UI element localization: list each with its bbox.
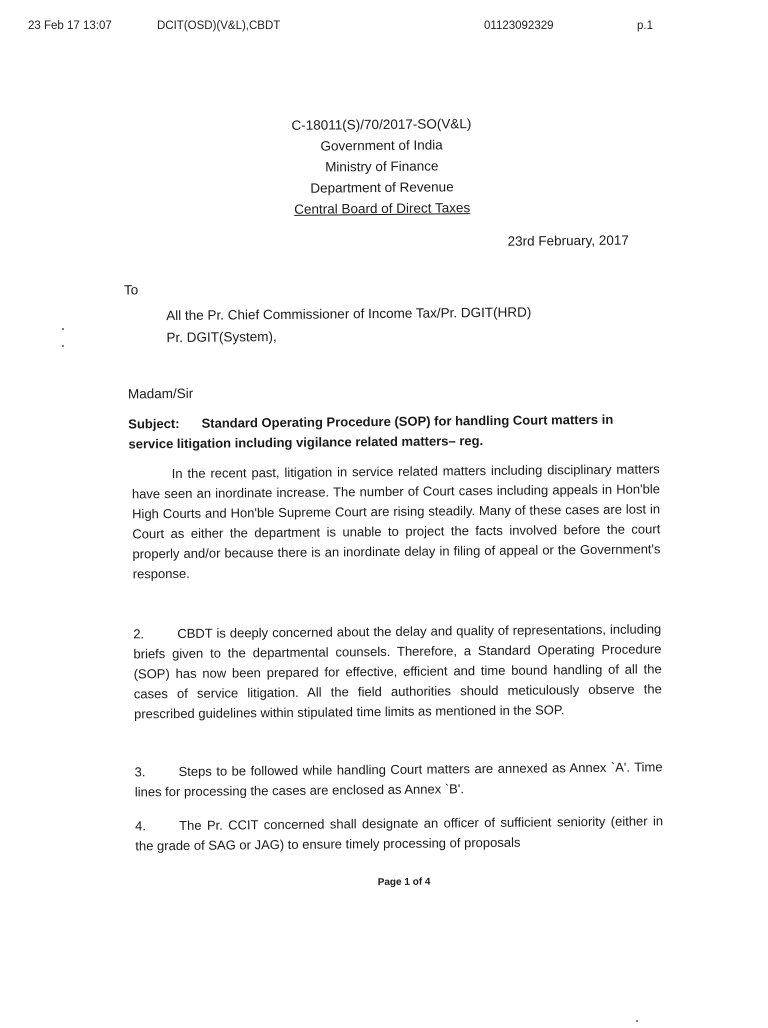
scan-speck xyxy=(62,345,64,347)
fax-header-datetime: 23 Feb 17 13:07 xyxy=(28,20,112,32)
fax-header-sender: DCIT(OSD)(V&L),CBDT xyxy=(157,20,281,32)
paragraph-4 xyxy=(135,811,663,856)
page-footer: Page 1 of 4 xyxy=(377,876,431,889)
to-label: To xyxy=(123,282,139,298)
letterhead-government: Government of India xyxy=(320,137,443,154)
paragraph-text: Steps to be followed while handling Court matters are annexed as Annex `A'. Time lines for processing the cases are enclosed as Annex `B'. xyxy=(134,759,663,800)
subject-text: Standard Operating Procedure (SOP) for handling Court matters in service litigation including vigilance related matters– reg. xyxy=(128,411,614,452)
letterhead-department: Department of Revenue xyxy=(310,179,454,196)
paragraph-number: 4. xyxy=(135,818,147,834)
letter-date: 23rd February, 2017 xyxy=(507,232,629,249)
subject xyxy=(128,409,658,454)
reference-number: C-18011(S)/70/2017-SO(V&L) xyxy=(291,116,472,133)
fax-header-phone: 01123092329 xyxy=(484,20,554,32)
paragraph-number: 3. xyxy=(134,764,146,780)
paragraph-number: 2. xyxy=(133,626,145,642)
addressee-line-2: Pr. DGIT(System), xyxy=(166,329,277,346)
subject-label: Subject: xyxy=(128,415,180,432)
addressee xyxy=(166,302,532,350)
letterhead xyxy=(226,113,537,221)
scan-speck xyxy=(62,328,64,330)
scan-speck xyxy=(636,1020,638,1022)
paragraph-text: CBDT is deeply concerned about the delay and quality of representations, including briefs given to the departmental counsels. Therefore, a Standard Operating Procedure (SOP) has now been prepared for effective, efficient and time bound handling of all the cases of service litigation. All the field authorities should meticulously observe the prescribed guidelines within stipulated time limits as mentioned in the SOP. xyxy=(133,621,662,722)
salutation: Madam/Sir xyxy=(127,385,194,402)
fax-header-page: p.1 xyxy=(637,20,653,32)
letterhead-ministry: Ministry of Finance xyxy=(325,158,439,175)
paragraph-text: In the recent past, litigation in service related matters including disciplinary matters have seen an inordinate increase. The number of Court cases including appeals in Hon'ble High Courts and Hon'ble Supreme Court are rising steadily. Many of these cases are lost in Court as either the department is unable to project the facts involved before the court properly and/or because there is an inordinate delay in filing of appeal or the Government's response. xyxy=(131,461,661,582)
letterhead-board: Central Board of Direct Taxes xyxy=(294,200,471,217)
addressee-line-1: All the Pr. Chief Commissioner of Income Tax/Pr. DGIT(HRD) xyxy=(166,304,532,324)
paragraph-1 xyxy=(132,459,661,584)
paragraph-3 xyxy=(135,757,663,802)
paragraph-text: The Pr. CCIT concerned shall designate an officer of sufficient seniority (either in the grade of SAG or JAG) to ensure timely processing of proposals xyxy=(135,813,664,854)
paragraph-2 xyxy=(133,619,662,724)
